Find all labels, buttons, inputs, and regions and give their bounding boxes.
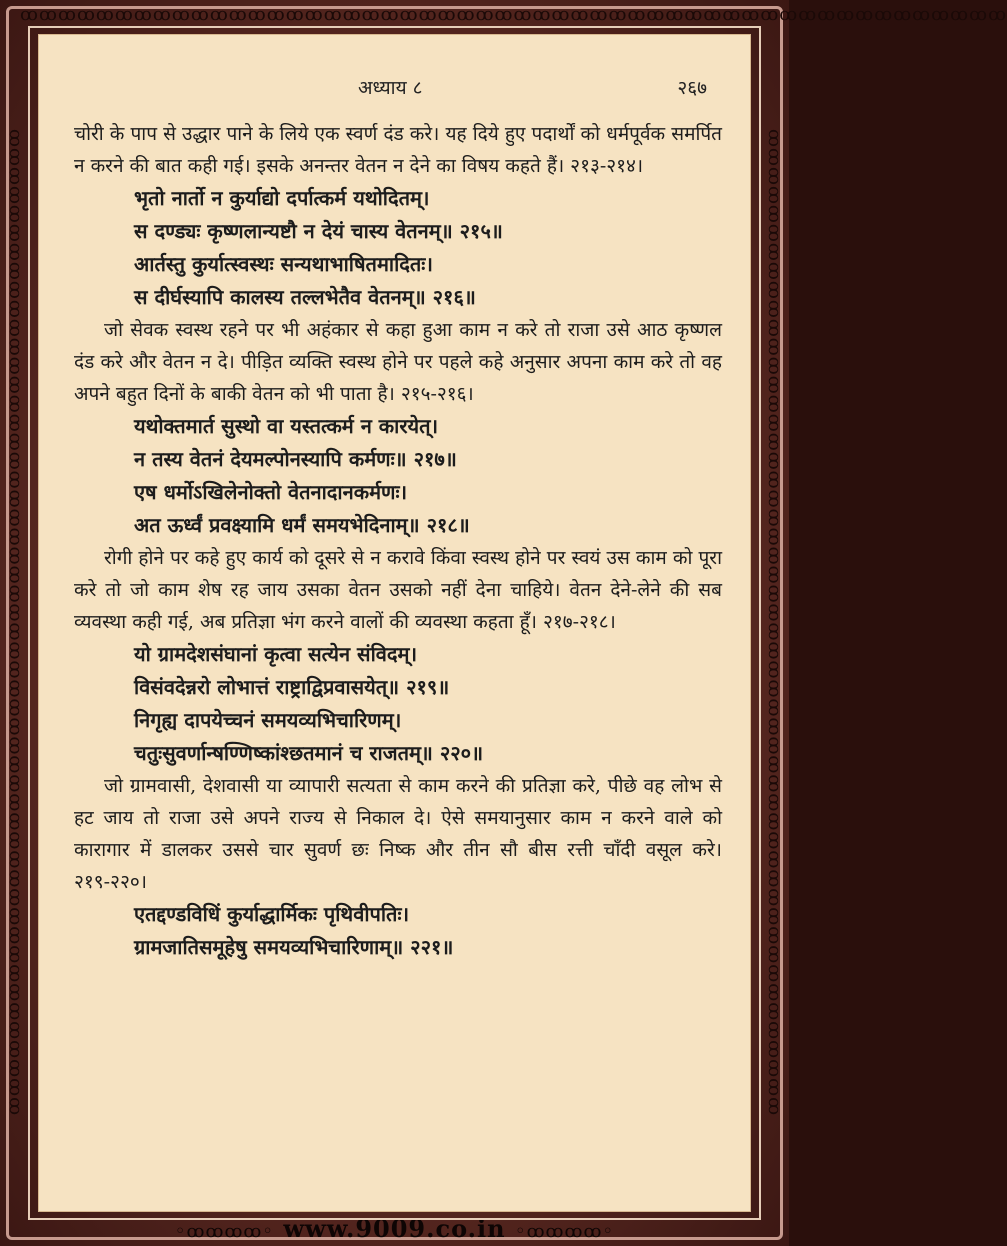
- sanskrit-verse-line: अत ऊर्ध्वं प्रवक्ष्यामि धर्मं समयभेदिनाम्॥ २१८॥: [134, 513, 470, 537]
- sanskrit-verse-line: निगृह्य दापयेच्चनं समयव्यभिचारिणम्।: [134, 708, 402, 732]
- border-pattern-left: ꝏꝏꝏꝏꝏꝏꝏꝏꝏꝏꝏꝏꝏꝏꝏꝏꝏꝏꝏꝏꝏꝏꝏꝏꝏꝏꝏꝏꝏꝏꝏꝏꝏꝏꝏꝏꝏꝏꝏꝏꝏꝏꝏꝏꝏꝏꝏꝏꝏꝏꝏꝏ: [5, 129, 26, 1117]
- sanskrit-verse-line: भृतो नार्तो न कुर्याद्यो दर्पात्कर्म यथोदितम्।: [134, 186, 430, 210]
- website-url: www.9009.co.in: [283, 1214, 506, 1243]
- sanskrit-verse-line: यो ग्रामदेशसंघानां कृत्वा सत्येन संविदम्।: [134, 642, 418, 666]
- hindi-commentary-paragraph: जो सेवक स्वस्थ रहने पर भी अहंकार से कहा हुआ काम न करे तो राजा उसे आठ कृष्णल दंड करे और वेतन न दे। पीड़ित व्यक्ति स्वस्थ होने पर पहले कहे अनुसार अपना काम करे तो वह अपने बहुत दिनों के बाकी वेतन को भी पाता है। २१५-२१६।: [74, 319, 722, 405]
- sanskrit-verse-line: स दण्ड्यः कृष्णलान्यष्टौ न देयं चास्य वेतनम्॥ २१५॥: [134, 219, 503, 243]
- sanskrit-verse-line: एष धर्मोऽखिलेनोक्तो वेतनादानकर्मणः।: [134, 480, 408, 504]
- page-content: [74, 118, 722, 964]
- page-header: [38, 74, 751, 104]
- sanskrit-verse-line: यथोक्तमार्त सुस्थो वा यस्तत्कर्म न कारयेत्।: [134, 414, 439, 438]
- chapter-title: अध्याय ८: [358, 77, 423, 99]
- border-pattern-top: ꝏꝏꝏꝏꝏꝏꝏꝏꝏꝏꝏꝏꝏꝏꝏꝏꝏꝏꝏꝏꝏꝏꝏꝏꝏꝏꝏꝏꝏꝏꝏꝏꝏꝏꝏꝏꝏꝏꝏꝏꝏꝏꝏꝏꝏꝏꝏꝏꝏꝏꝏꝏ: [20, 4, 1007, 25]
- sanskrit-verse-line: विसंवदेन्नरो लोभात्तं राष्ट्राद्विप्रवासयेत्॥ २१९॥: [134, 675, 450, 699]
- sanskrit-verse-line: स दीर्घस्यापि कालस्य तल्लभेतैव वेतनम्॥ २१६॥: [134, 285, 476, 309]
- sanskrit-verse-line: ग्रामजातिसमूहेषु समयव्यभिचारिणाम्॥ २२१॥: [134, 935, 454, 959]
- hindi-commentary-paragraph: चोरी के पाप से उद्धार पाने के लिये एक स्वर्ण दंड करे। यह दिये हुए पदार्थों को धर्मपूर्वक समर्पित न करने की बात कही गई। इसके अनन्तर वेतन न देने का विषय कहते हैं। २१३-२१४।: [74, 123, 722, 177]
- sanskrit-verse-line: आर्तस्तु कुर्यात्स्वस्थः सन्यथाभाषितमादितः।: [134, 252, 433, 276]
- footer-ornament-right: ◦ꝏꝏꝏꝏ◦: [514, 1221, 615, 1242]
- hindi-commentary-paragraph: रोगी होने पर कहे हुए कार्य को दूसरे से न करावे किंवा स्वस्थ होने पर स्वयं उस काम को पूरा करे तो जो काम शेष रह जाय उसका वेतन उसको नहीं देना चाहिये। वेतन देने-लेने की सब व्यवस्था कही गई, अब प्रतिज्ञा भंग करने वालों की व्यवस्था कहता हूँ। २१७-२१८।: [74, 547, 722, 633]
- border-pattern-right: ꝏꝏꝏꝏꝏꝏꝏꝏꝏꝏꝏꝏꝏꝏꝏꝏꝏꝏꝏꝏꝏꝏꝏꝏꝏꝏꝏꝏꝏꝏꝏꝏꝏꝏꝏꝏꝏꝏꝏꝏꝏꝏꝏꝏꝏꝏꝏꝏꝏꝏꝏꝏ: [764, 129, 785, 1117]
- footer-ornament-left: ◦ꝏꝏꝏꝏ◦: [174, 1221, 275, 1242]
- sanskrit-verse-line: एतद्दण्डविधिं कुर्याद्धार्मिकः पृथिवीपतिः।: [134, 902, 410, 926]
- hindi-commentary-paragraph: जो ग्रामवासी, देशवासी या व्यापारी सत्यता से काम करने की प्रतिज्ञा करे, पीछे वह लोभ से हट जाय तो राजा उसे अपने राज्य से निकाल दे। ऐसे समयानुसार काम न करने वाले को कारागार में डालकर उससे चार सुवर्ण छः निष्क और तीन सौ बीस रत्ती चाँदी वसूल करे। २१९-२२०।: [74, 775, 722, 893]
- footer-website: [0, 1214, 789, 1242]
- page-number: २६७: [677, 77, 707, 99]
- book-page: [38, 34, 751, 1212]
- sanskrit-verse-line: न तस्य वेतनं देयमल्पोनस्यापि कर्मणः॥ २१७॥: [134, 447, 457, 471]
- sanskrit-verse-line: चतुःसुवर्णान्षण्णिष्कांश्छतमानं च राजतम्॥ २२०॥: [134, 741, 484, 765]
